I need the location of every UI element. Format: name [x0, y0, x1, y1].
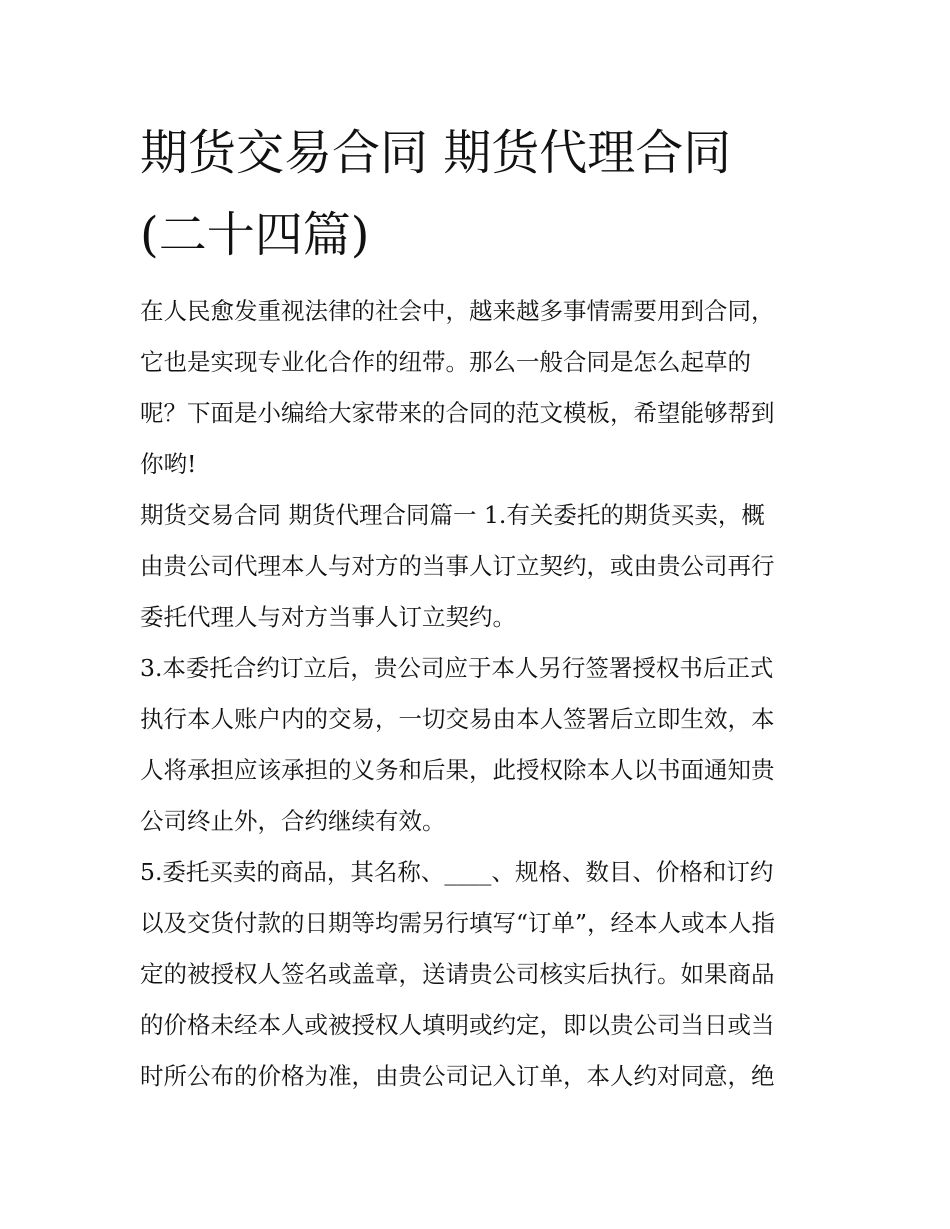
paragraph-line: 的价格未经本人或被授权人填明或约定，即以贵公司当日或当 — [140, 1011, 775, 1039]
paragraph-line: 3.本委托合约订立后，贵公司应于本人另行签署授权书后正式 — [140, 654, 774, 682]
paragraph-line: 以及交货付款的日期等均需另行填写“订单”，经本人或本人指 — [140, 909, 776, 937]
title-line-1: 期货交易合同 期货代理合同 — [140, 125, 732, 181]
clause-5-paragraph — [140, 847, 812, 1102]
paragraph-line: 人将承担应该承担的义务和后果，此授权除本人以书面通知贵 — [140, 756, 775, 784]
document-content — [140, 112, 812, 1102]
clause-3-paragraph — [140, 643, 812, 847]
paragraph-line: 它也是实现专业化合作的纽带。那么一般合同是怎么起草的 — [140, 348, 751, 376]
paragraph-line: 时所公布的价格为准，由贵公司记入订单，本人约对同意，绝 — [140, 1062, 775, 1090]
paragraph-line: 公司终止外，合约继续有效。 — [140, 807, 446, 835]
paragraph-line: 在人民愈发重视法律的社会中，越来越多事情需要用到合同， — [140, 297, 775, 325]
clause-1-paragraph — [140, 490, 812, 643]
paragraph-line: 委托代理人与对方当事人订立契约。 — [140, 603, 516, 631]
paragraph-line: 期货交易合同 期货代理合同篇一 1.有关委托的期货买卖，概 — [140, 501, 765, 529]
paragraph-line: 定的被授权人签名或盖章，送请贵公司核实后执行。如果商品 — [140, 960, 775, 988]
title-line-2: (二十四篇) — [140, 207, 370, 263]
paragraph-line: 由贵公司代理本人与对方的当事人订立契约，或由贵公司再行 — [140, 552, 775, 580]
paragraph-line: 呢？下面是小编给大家带来的合同的范文模板，希望能够帮到 — [140, 399, 775, 427]
document-title — [140, 112, 812, 276]
paragraph-line: 你哟! — [140, 450, 197, 478]
intro-paragraph — [140, 286, 812, 490]
paragraph-line: 5.委托买卖的商品，其名称、____、规格、数目、价格和订约 — [140, 858, 774, 886]
paragraph-line: 执行本人账户内的交易，一切交易由本人签署后立即生效，本 — [140, 705, 775, 733]
